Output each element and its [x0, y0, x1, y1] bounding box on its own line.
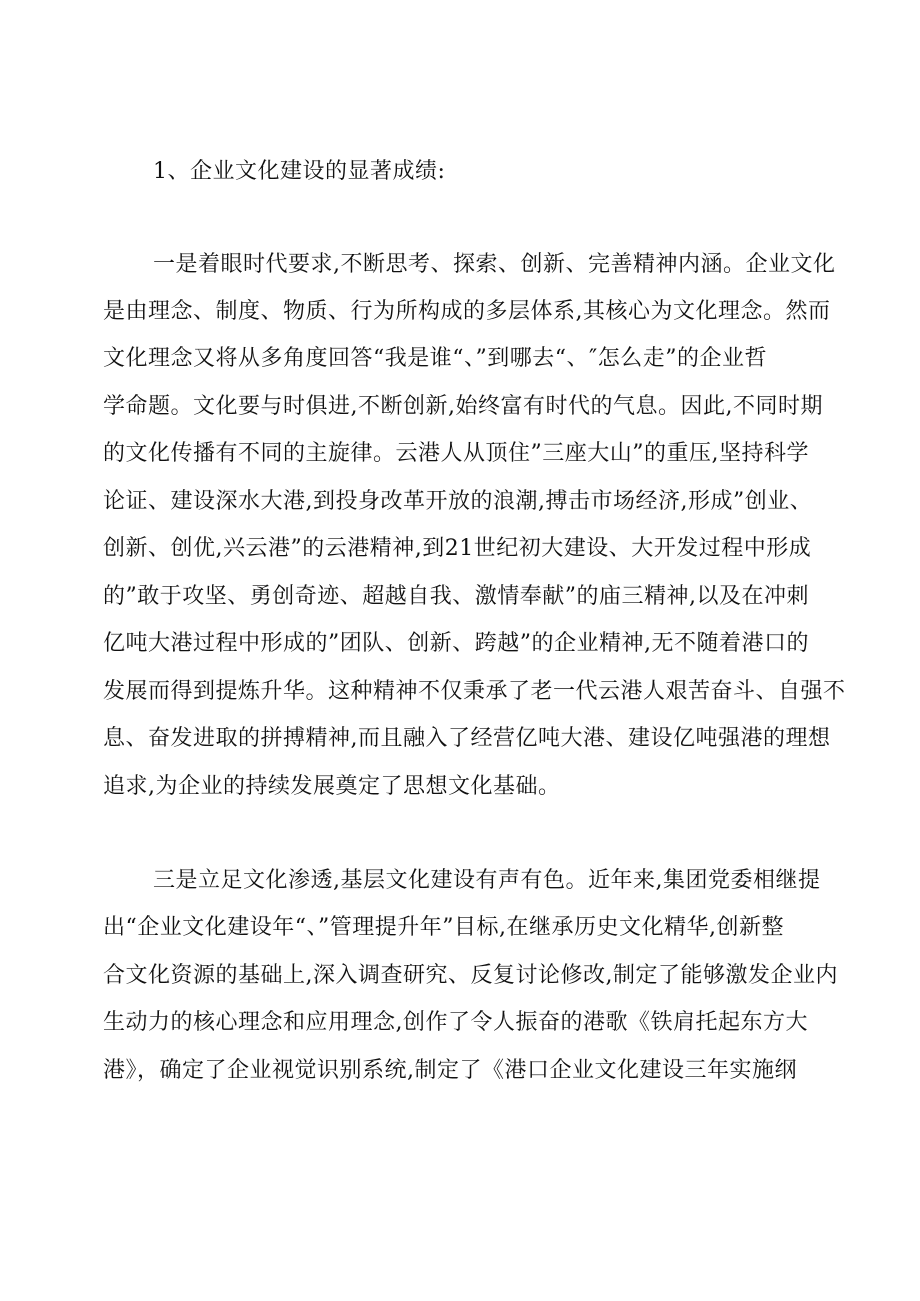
paragraph-1-line: 文化理念又将从多角度回答“我是谁“、”到哪去“、″怎么走”的企业哲: [103, 346, 767, 371]
paragraph-1-line: 追求,为企业的持续发展奠定了思想文化基础。: [103, 774, 561, 799]
paragraph-2-line: 出“企业文化建设年“、”管理提升年”目标,在继承历史文化精华,创新整: [103, 915, 784, 940]
paragraph-1-line: 发展而得到提炼升华。这种精神不仅秉承了老一代云港人艰苦奋斗、自强不: [103, 679, 846, 704]
paragraph-2-line: 港》，确定了企业视觉识别系统,制定了《港口企业文化建设三年实施纲: [103, 1058, 797, 1083]
paragraph-1-line: 学命题。文化要与时俱进,不断创新,始终富有时代的气息。因此,不同时期: [103, 394, 823, 419]
paragraph-1-line: 的”敢于攻坚、勇创奇迹、超越自我、激情奉献”的庙三精神,以及在冲刺: [103, 584, 809, 609]
section-heading: 1、企业文化建设的显著成绩:: [153, 159, 446, 184]
paragraph-1-line: 一是着眼时代要求,不断思考、探索、创新、完善精神内涵。企业文化: [153, 252, 836, 277]
paragraph-1-line: 息、奋发进取的拼搏精神,而且融入了经营亿吨大港、建设亿吨强港的理想: [103, 726, 831, 751]
paragraph-2-line: 三是立足文化渗透,基层文化建设有声有色。近年来,集团党委相继提: [153, 868, 821, 893]
paragraph-1-line: 的文化传播有不同的主旋律。云港人从顶住”三座大山”的重压,坚持科学: [103, 441, 809, 466]
paragraph-1-line: 创新、创优,兴云港”的云港精神,到21世纪初大建设、大开发过程中形成: [103, 536, 812, 561]
paragraph-2-line: 合文化资源的基础上,深入调查研究、反复讨论修改,制定了能够激发企业内: [103, 963, 838, 988]
paragraph-1-line: 亿吨大港过程中形成的”团队、创新、跨越”的企业精神,无不随着港口的: [103, 631, 809, 656]
paragraph-1-line: 是由理念、制度、物质、行为所构成的多层体系,其核心为文化理念。然而: [103, 299, 831, 324]
paragraph-2-line: 生动力的核心理念和应用理念,创作了令人振奋的港歌《铁肩托起东方大: [103, 1010, 808, 1035]
paragraph-1-line: 论证、建设深水大港,到投身改革开放的浪潮,搏击市场经济,形成”创业、: [103, 489, 813, 514]
